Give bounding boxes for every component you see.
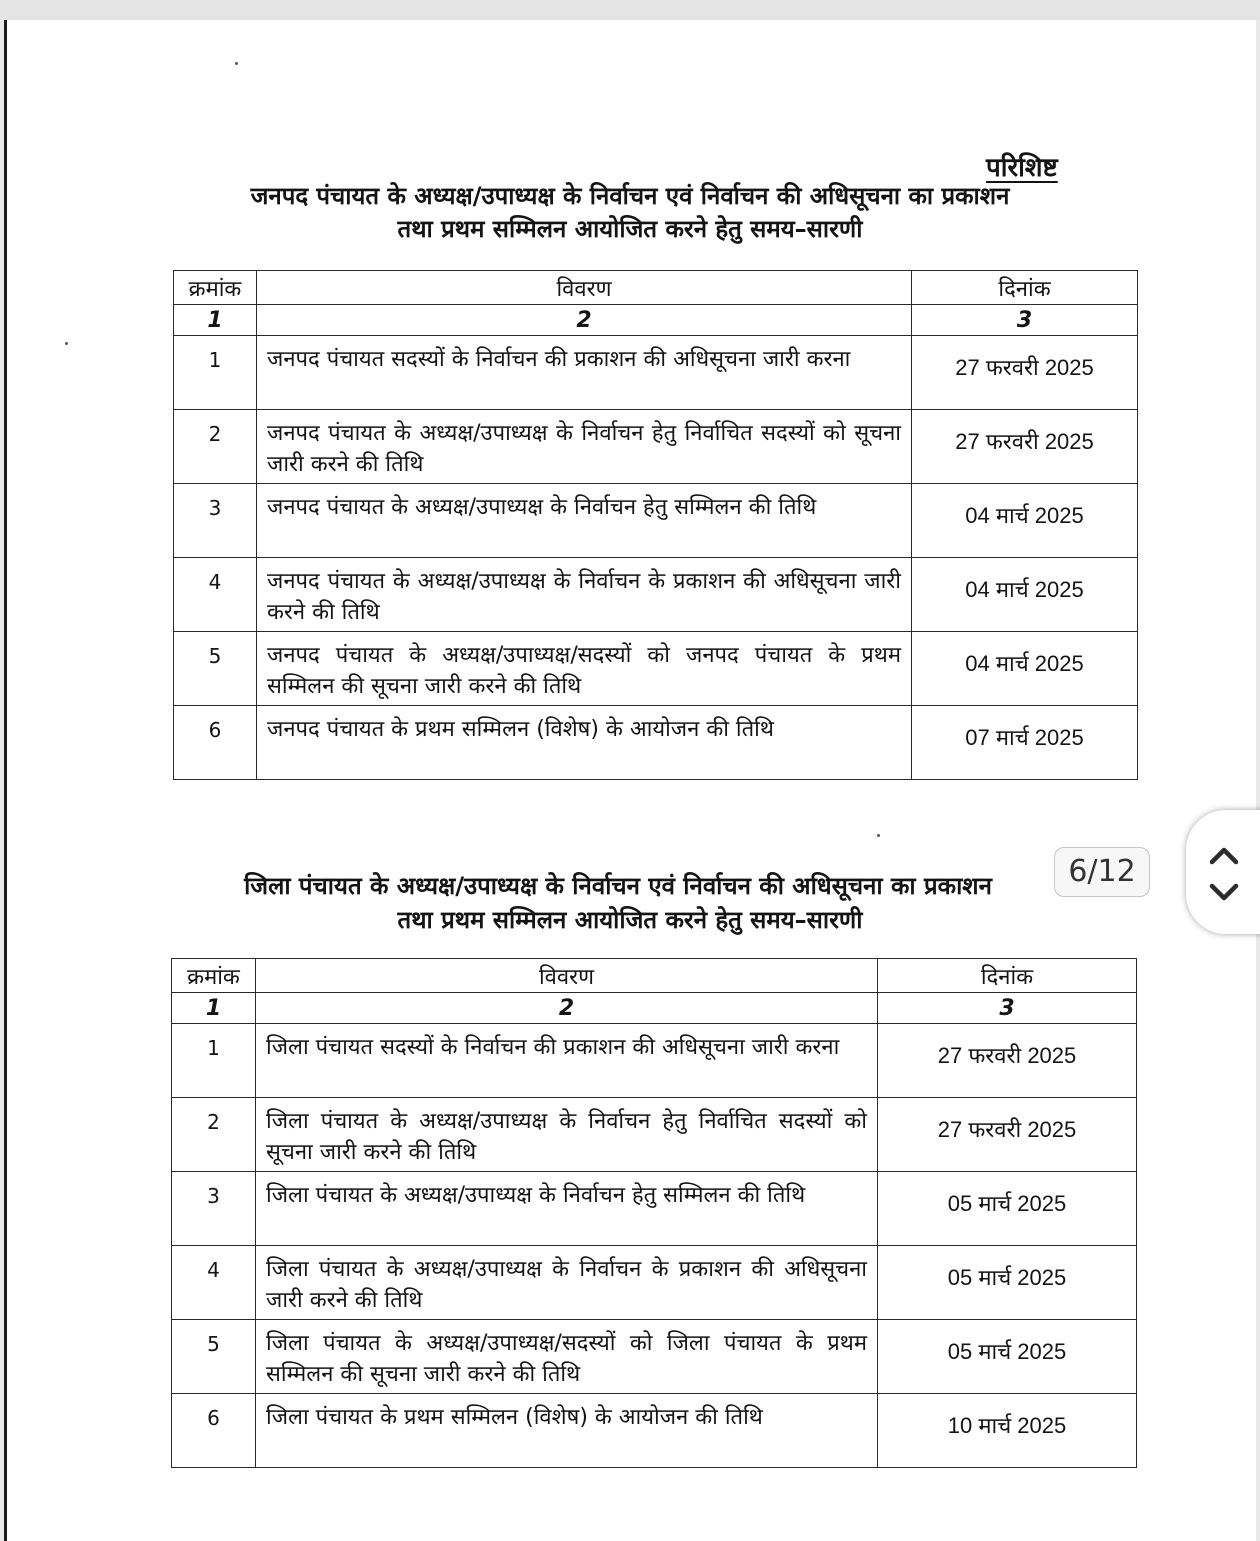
janpad-schedule-table [173, 270, 1138, 780]
serial-number: 1 [174, 336, 257, 410]
chevron-down-icon [1206, 874, 1242, 910]
janpad-heading-line-1: जनपद पंचायत के अध्यक्ष/उपाध्यक्ष के निर्वाचन एवं निर्वाचन की अधिसूचना का प्रकाशन [250, 182, 1010, 210]
date-cell: 27 फरवरी 2025 [878, 1098, 1137, 1172]
date-cell: 04 मार्च 2025 [912, 632, 1138, 706]
page-navigation-panel [1186, 810, 1260, 934]
serial-number: 2 [174, 410, 257, 484]
table-row [174, 558, 1138, 632]
column-header-description: विवरण [256, 959, 878, 993]
column-number: 2 [256, 993, 878, 1024]
serial-number: 6 [174, 706, 257, 780]
page-indicator-badge: 6/12 [1054, 847, 1150, 897]
column-header-serial: क्रमांक [174, 271, 257, 305]
table-row [172, 1172, 1137, 1246]
column-number: 3 [912, 305, 1138, 336]
table-header-row [172, 959, 1137, 993]
serial-number: 4 [174, 558, 257, 632]
date-cell: 27 फरवरी 2025 [878, 1024, 1137, 1098]
column-number: 1 [174, 305, 257, 336]
date-cell: 27 फरवरी 2025 [912, 410, 1138, 484]
table-row [174, 336, 1138, 410]
serial-number: 3 [174, 484, 257, 558]
next-page-button[interactable] [1206, 874, 1242, 910]
serial-number: 1 [172, 1024, 256, 1098]
date-cell: 05 मार्च 2025 [878, 1172, 1137, 1246]
previous-page-button[interactable] [1206, 838, 1242, 874]
date-cell: 10 मार्च 2025 [878, 1394, 1137, 1468]
zila-schedule-table [171, 958, 1137, 1468]
date-cell: 07 मार्च 2025 [912, 706, 1138, 780]
description-cell: जिला पंचायत के अध्यक्ष/उपाध्यक्ष के निर्वाचन हेतु निर्वाचित सदस्यों को सूचना जारी करने की तिथि [256, 1098, 878, 1172]
table-row [172, 1024, 1137, 1098]
table-row [174, 484, 1138, 558]
zila-heading-line-1: जिला पंचायत के अध्यक्ष/उपाध्यक्ष के निर्वाचन एवं निर्वाचन की अधिसूचना का प्रकाशन [244, 872, 992, 900]
column-number: 1 [172, 993, 256, 1024]
table-row [172, 1098, 1137, 1172]
description-cell: जनपद पंचायत सदस्यों के निर्वाचन की प्रकाशन की अधिसूचना जारी करना [257, 336, 912, 410]
table-header-row [174, 271, 1138, 305]
table-row [174, 632, 1138, 706]
table-row [174, 410, 1138, 484]
serial-number: 5 [174, 632, 257, 706]
column-header-date: दिनांक [878, 959, 1137, 993]
chevron-up-icon [1206, 838, 1242, 874]
column-number-row [174, 305, 1138, 336]
description-cell: जनपद पंचायत के अध्यक्ष/उपाध्यक्ष के निर्वाचन हेतु सम्मिलन की तिथि [257, 484, 912, 558]
description-cell: जिला पंचायत के अध्यक्ष/उपाध्यक्ष के निर्वाचन के प्रकाशन की अधिसूचना जारी करने की तिथि [256, 1246, 878, 1320]
scan-speck [235, 62, 238, 65]
description-cell: जनपद पंचायत के अध्यक्ष/उपाध्यक्ष के निर्वाचन के प्रकाशन की अधिसूचना जारी करने की तिथि [257, 558, 912, 632]
date-cell: 04 मार्च 2025 [912, 558, 1138, 632]
date-cell: 04 मार्च 2025 [912, 484, 1138, 558]
scan-speck [65, 342, 68, 345]
serial-number: 6 [172, 1394, 256, 1468]
serial-number: 4 [172, 1246, 256, 1320]
serial-number: 3 [172, 1172, 256, 1246]
column-number: 3 [878, 993, 1137, 1024]
table-row [174, 706, 1138, 780]
description-cell: जिला पंचायत के प्रथम सम्मिलन (विशेष) के आयोजन की तिथि [256, 1394, 878, 1468]
serial-number: 5 [172, 1320, 256, 1394]
date-cell: 05 मार्च 2025 [878, 1320, 1137, 1394]
column-header-serial: क्रमांक [172, 959, 256, 993]
viewer-top-bar [0, 0, 1260, 20]
serial-number: 2 [172, 1098, 256, 1172]
column-header-description: विवरण [257, 271, 912, 305]
column-number-row [172, 993, 1137, 1024]
column-number: 2 [257, 305, 912, 336]
date-cell: 27 फरवरी 2025 [912, 336, 1138, 410]
table-row [172, 1394, 1137, 1468]
date-cell: 05 मार्च 2025 [878, 1246, 1137, 1320]
janpad-heading-line-2: तथा प्रथम सम्मिलन आयोजित करने हेतु समय–सारणी [397, 215, 863, 243]
table-row [172, 1246, 1137, 1320]
column-header-date: दिनांक [912, 271, 1138, 305]
table-row [172, 1320, 1137, 1394]
description-cell: जनपद पंचायत के प्रथम सम्मिलन (विशेष) के आयोजन की तिथि [257, 706, 912, 780]
zila-heading-line-2: तथा प्रथम सम्मिलन आयोजित करने हेतु समय–सारणी [397, 906, 863, 934]
description-cell: जिला पंचायत के अध्यक्ष/उपाध्यक्ष के निर्वाचन हेतु सम्मिलन की तिथि [256, 1172, 878, 1246]
description-cell: जनपद पंचायत के अध्यक्ष/उपाध्यक्ष/सदस्यों को जनपद पंचायत के प्रथम सम्मिलन की सूचना जारी करने की तिथि [257, 632, 912, 706]
description-cell: जिला पंचायत के अध्यक्ष/उपाध्यक्ष/सदस्यों को जिला पंचायत के प्रथम सम्मिलन की सूचना जारी करने की तिथि [256, 1320, 878, 1394]
scan-speck [877, 834, 880, 837]
appendix-label: परिशिष्ट [986, 153, 1058, 183]
description-cell: जिला पंचायत सदस्यों के निर्वाचन की प्रकाशन की अधिसूचना जारी करना [256, 1024, 878, 1098]
description-cell: जनपद पंचायत के अध्यक्ष/उपाध्यक्ष के निर्वाचन हेतु निर्वाचित सदस्यों को सूचना जारी करने की तिथि [257, 410, 912, 484]
